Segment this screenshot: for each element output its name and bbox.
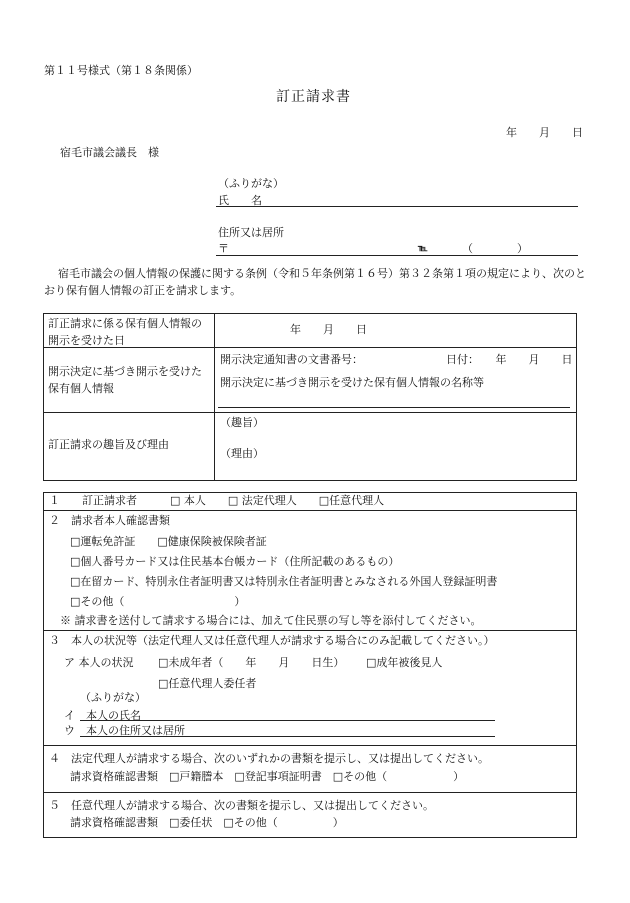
row1-label: 訂正請求に係る保有個人情報の開示を受けた日: [48, 317, 202, 347]
section4-heading: ４ 法定代理人が請求する場合、次のいずれかの書類を提示し、又は提出してください。: [49, 752, 489, 765]
section2-line3[interactable]: □在留カード、特別永住者証明書又は特別永住者証明書とみなされる外国人登録証明書: [70, 575, 498, 588]
t2-sep-3: [43, 745, 577, 746]
status-label: ア 本人の状況: [64, 656, 134, 669]
principal-address-field[interactable]: [80, 736, 495, 737]
section2-line1[interactable]: □運転免許証 □健康保険被保険者証: [70, 535, 267, 548]
row2-date[interactable]: 日付： 年 月 日: [446, 353, 573, 366]
table-divider: [214, 313, 215, 481]
row1-value[interactable]: 年 月 日: [290, 323, 367, 336]
page-title: 訂正請求書: [276, 89, 351, 105]
principal-name-label: イ 本人の氏名: [64, 709, 141, 722]
proxy-checkbox[interactable]: □任意代理人委任者: [158, 677, 257, 690]
t2-sep-4: [43, 792, 577, 793]
section5-heading: ５ 任意代理人が請求する場合、次の書類を提示し、又は提出してください。: [49, 799, 434, 812]
date-line[interactable]: 年 月 日: [506, 126, 583, 139]
section2-note: ※ 請求書を送付して請求する場合には、加えて住民票の写し等を添付してください。: [60, 614, 482, 627]
applicant-address-field[interactable]: [216, 255, 578, 256]
applicant-furigana-label: （ふりがな）: [218, 177, 284, 190]
section3-furigana: （ふりがな）: [80, 691, 146, 704]
tel-mark: ℡: [418, 244, 428, 254]
row3-label: 訂正請求の趣旨及び理由: [48, 438, 169, 451]
intro-text: 宿毛市議会の個人情報の保護に関する条例（令和５年条例第１６号）第３２条第１項の規定により、次のとおり保有個人情報の訂正を請求します。: [44, 267, 586, 298]
table-row-sep-2: [43, 412, 577, 413]
t2-sep-1: [43, 510, 577, 511]
tel-paren[interactable]: （ ）: [462, 242, 528, 255]
section5-docs[interactable]: 請求資格確認書類 □委任状 □その他（ ）: [70, 816, 344, 829]
t2-sep-2: [43, 630, 577, 631]
applicant-address-label: 住所又は居所: [218, 226, 284, 239]
row2-info-name: 開示決定に基づき開示を受けた保有個人情報の名称等: [220, 376, 484, 389]
principal-address-label: ウ 本人の住所又は居所: [64, 724, 185, 737]
addressee: 宿毛市議会議長 様: [60, 146, 159, 159]
section2-line4[interactable]: □その他（ ）: [70, 595, 246, 608]
section2-heading: ２ 請求者本人確認書類: [49, 514, 170, 527]
applicant-name-label: 氏 名: [218, 194, 262, 207]
row2-doc-number: 開示決定通知書の文書番号：: [220, 353, 363, 366]
row2-info-field[interactable]: [218, 407, 570, 408]
row3-purpose[interactable]: （趣旨）: [220, 416, 264, 429]
section2-line2[interactable]: □個人番号カード又は住民基本台帳カード（住所記載のあるもの）: [70, 555, 400, 568]
section4-docs[interactable]: 請求資格確認書類 □戸籍謄本 □登記事項証明書 □その他（ ）: [70, 770, 465, 783]
principal-name-field[interactable]: [80, 720, 495, 721]
guardian-checkbox[interactable]: □成年被後見人: [366, 656, 443, 669]
row3-reason[interactable]: （理由）: [220, 447, 264, 460]
postal-mark: 〒: [218, 242, 229, 255]
form-number: 第１１号様式（第１８条関係）: [44, 64, 198, 77]
section3-heading: ３ 本人の状況等（法定代理人又は任意代理人が請求する場合にのみ記載してください。）: [49, 634, 495, 647]
section1-requester[interactable]: １ 訂正請求者 □ 本人 □ 法定代理人 □任意代理人: [49, 494, 385, 507]
minor-checkbox[interactable]: □未成年者（ 年 月 日生）: [158, 656, 345, 669]
row2-label: 開示決定に基づき開示を受けた保有個人情報: [48, 365, 202, 395]
applicant-name-field[interactable]: [216, 206, 578, 207]
